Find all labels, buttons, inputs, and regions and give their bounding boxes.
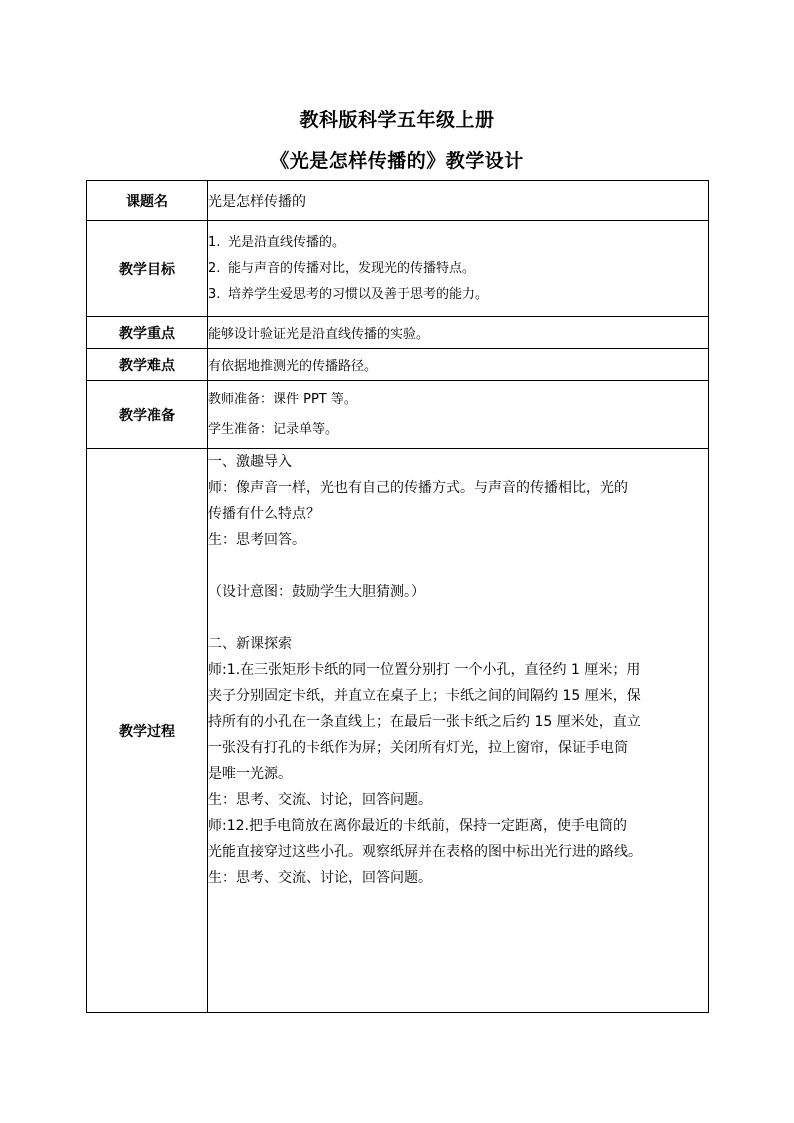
row-preparation — [87, 381, 709, 449]
process-line: 师：像声音一样，光也有自己的传播方式。与声音的传播相比，光的 — [208, 480, 628, 496]
goal-text: 培养学生爱思考的习惯以及善于思考的能力。 — [228, 286, 489, 302]
difficulty-value: 有依据地推测光的传播路径。 — [208, 349, 709, 381]
process-heading: 一、激趣导入 — [208, 454, 292, 470]
goal-item — [208, 256, 708, 282]
preparation-student: 学生准备：记录单等。 — [208, 421, 339, 437]
row-topic — [87, 181, 709, 221]
goals-list — [208, 221, 709, 317]
process-blank-line — [208, 605, 708, 631]
process-line: 生：思考、交流、讨论，回答问题。 — [208, 792, 432, 808]
process-blank-line — [208, 553, 708, 579]
process-line: 师:1.在三张矩形卡纸的同一位置分别打 一个小孔，直径约 1 厘米；用 — [208, 662, 641, 678]
key-point-label: 教学重点 — [87, 317, 208, 349]
process-line: 生：思考、交流、讨论，回答问题。 — [208, 870, 432, 886]
key-point-value: 能够设计验证光是沿直线传播的实验。 — [208, 317, 709, 349]
topic-label: 课题名 — [87, 181, 208, 221]
topic-value: 光是怎样传播的 — [208, 181, 709, 221]
lesson-plan-table — [86, 180, 709, 1013]
document-subtitle: 《光是怎样传播的》教学设计 — [270, 150, 524, 172]
process-line: 光能直接穿过这些小孔。观察纸屏并在表格的图中标出光行进的路线。 — [208, 844, 642, 860]
preparation-label: 教学准备 — [87, 381, 208, 449]
process-heading: 二、新课探索 — [208, 636, 292, 652]
process-label: 教学过程 — [87, 449, 208, 1013]
process-line: 生：思考回答。 — [208, 532, 306, 548]
process-line: 是唯一光源。 — [208, 766, 292, 782]
preparation-lines — [208, 381, 709, 449]
process-line: 师:12.把手电筒放在离你最近的卡纸前，保持一定距离，使手电筒的 — [208, 818, 627, 834]
goals-label: 教学目标 — [87, 221, 208, 317]
row-goals — [87, 221, 709, 317]
row-process — [87, 449, 709, 1013]
row-key-point — [87, 317, 709, 349]
goal-number: 3. — [208, 286, 221, 302]
process-line: 一张没有打孔的卡纸作为屏；关闭所有灯光，拉上窗帘，保证手电筒 — [208, 740, 628, 756]
process-line: 夹子分别固定卡纸，并直立在桌子上；卡纸之间的间隔约 15 厘米，保 — [208, 688, 641, 704]
goal-item — [208, 230, 708, 256]
goal-text: 能与声音的传播对比，发现光的传播特点。 — [228, 260, 476, 276]
goal-number: 1. — [208, 234, 221, 250]
row-difficulty — [87, 349, 709, 381]
goal-item — [208, 282, 708, 308]
document-title: 教科版科学五年级上册 — [299, 109, 495, 131]
process-line: 持所有的小孔在一条直线上；在最后一张卡纸之后约 15 厘米处，直立 — [208, 714, 641, 730]
goal-number: 2. — [208, 260, 221, 276]
process-content — [208, 449, 709, 1013]
difficulty-label: 教学难点 — [87, 349, 208, 381]
process-line: （设计意图：鼓励学生大胆猜测。） — [208, 584, 425, 600]
preparation-teacher: 教师准备：课件 PPT 等。 — [208, 392, 357, 408]
process-line: 传播有什么特点？ — [208, 506, 320, 522]
goal-text: 光是沿直线传播的。 — [228, 234, 346, 250]
